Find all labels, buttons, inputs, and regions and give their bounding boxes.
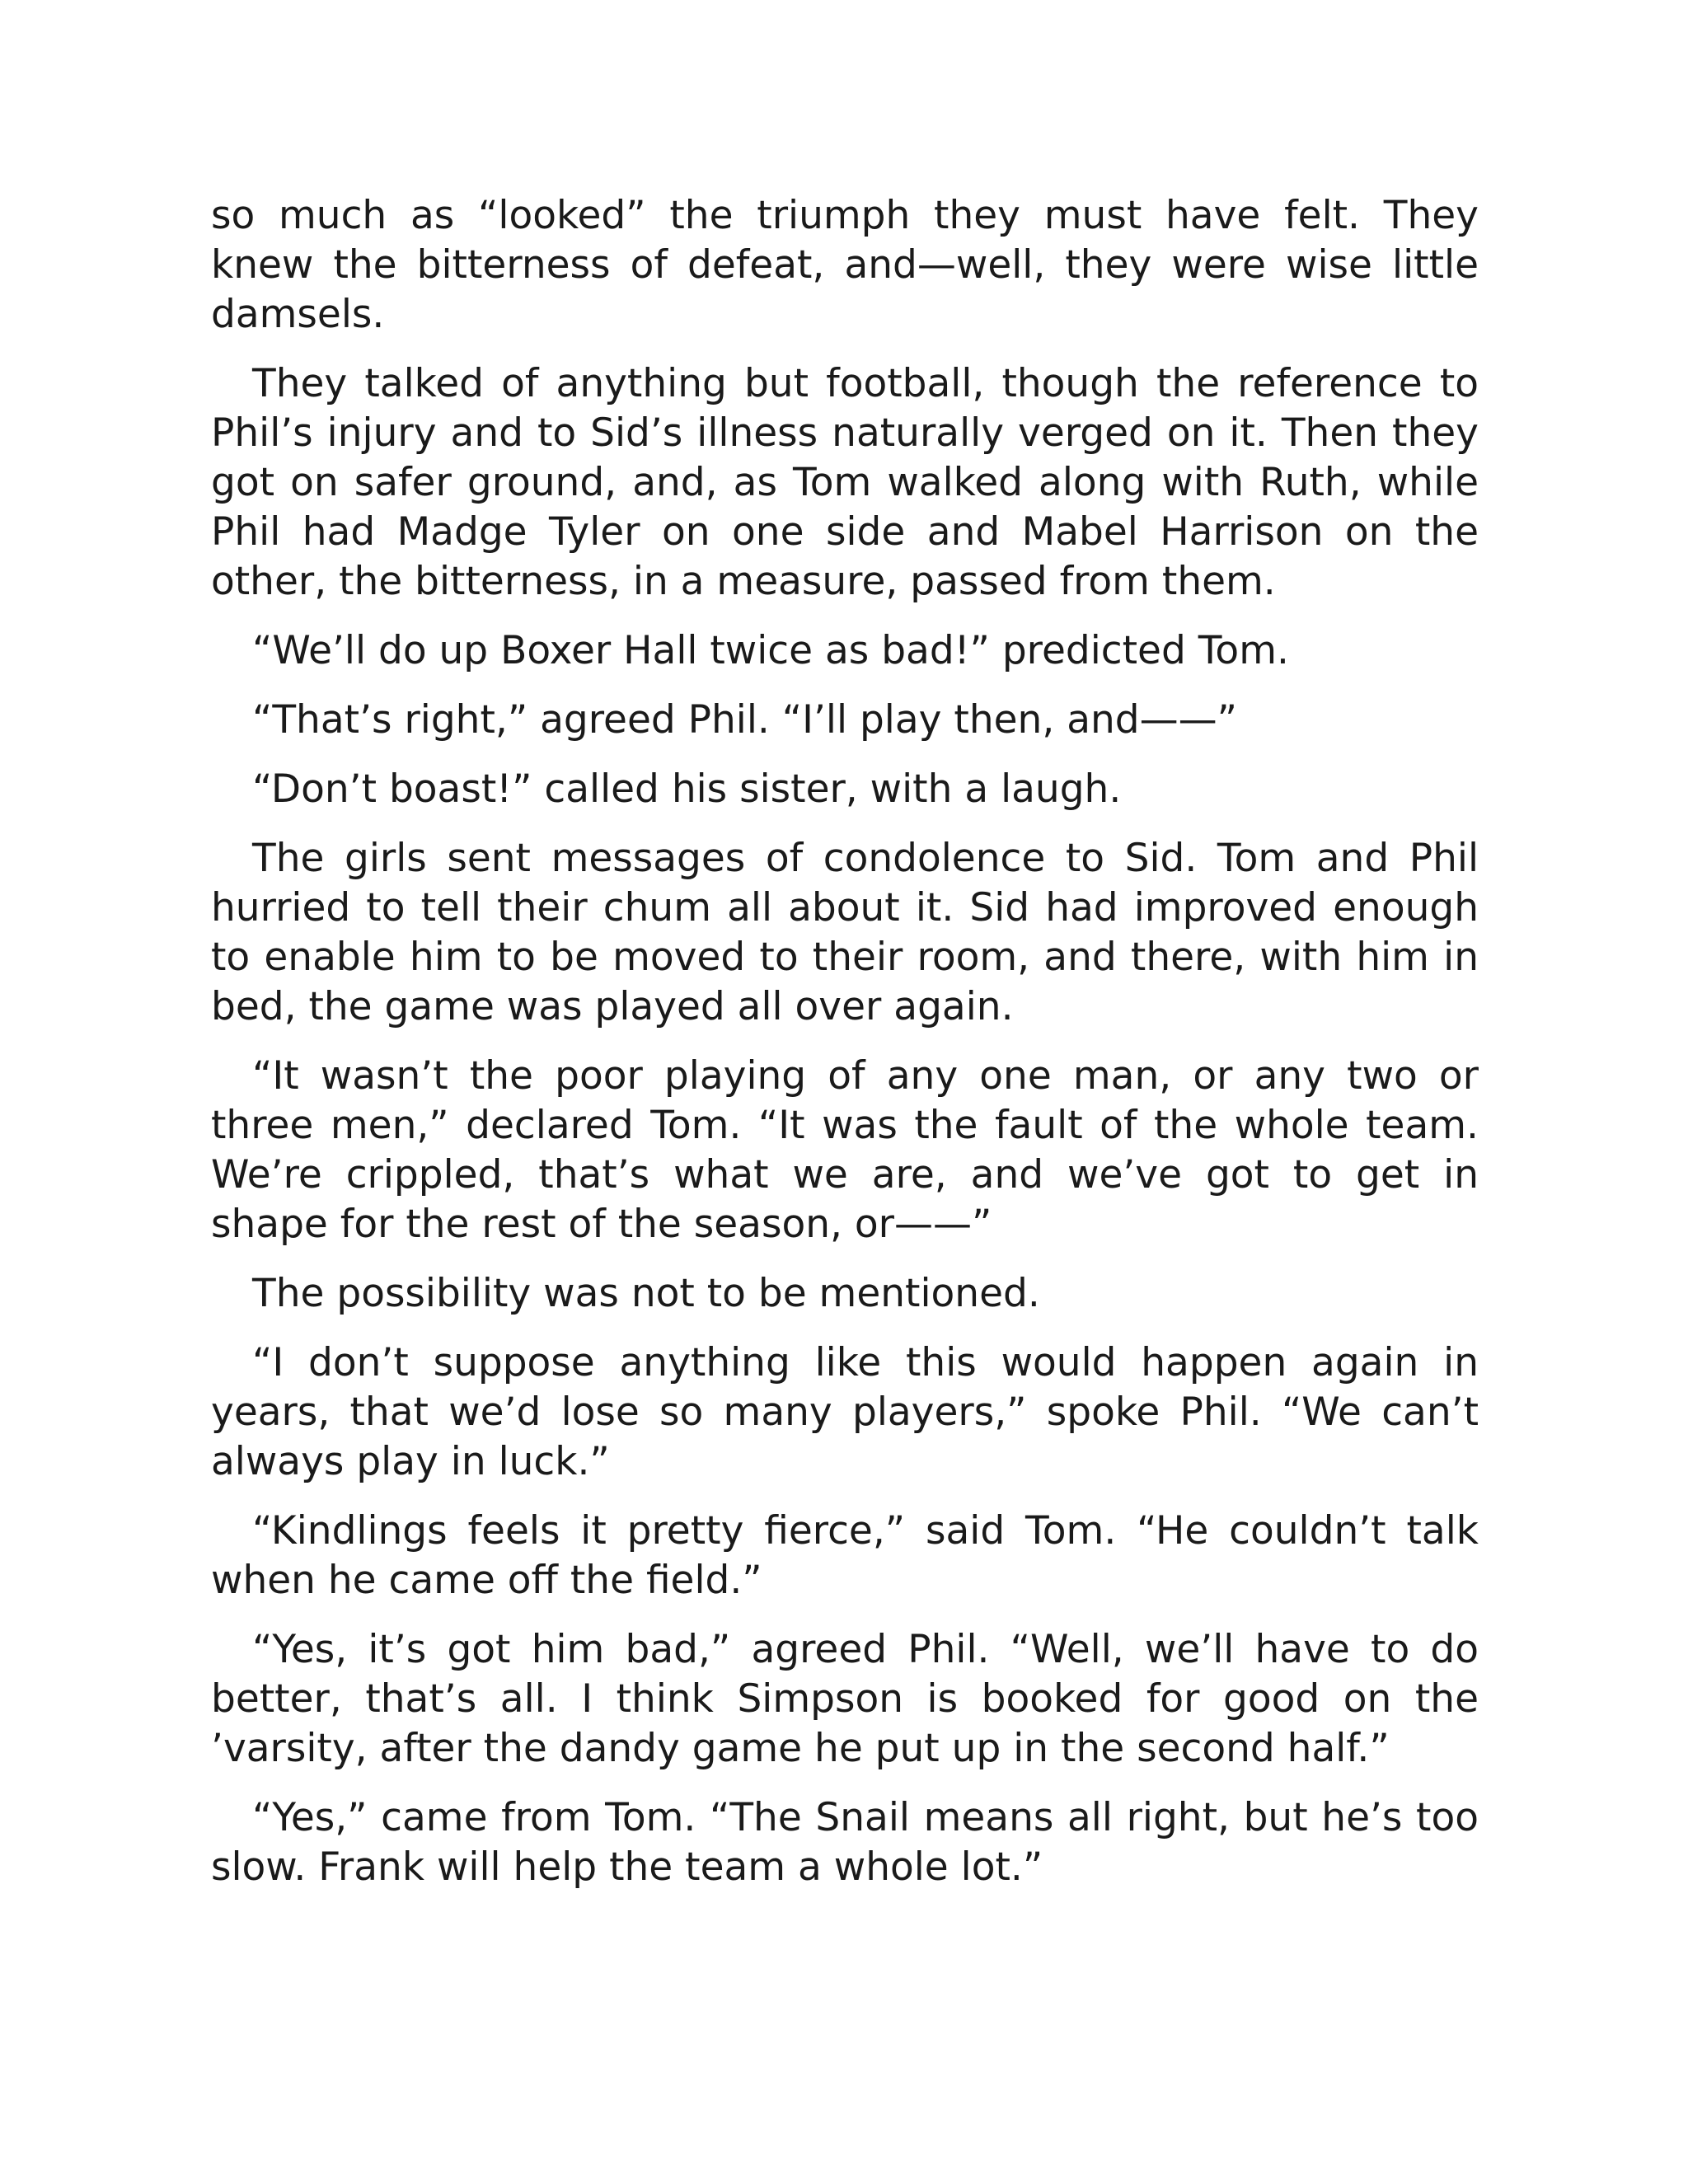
paragraph: “It wasn’t the poor playing of any one man, or any two or three men,” declared Tom. “It was the fault of the whole team. We’re crippled, that’s what we are, and we’ve got to get in shape for the rest of the season, or——” — [211, 1053, 1479, 1247]
paragraph: “Yes, it’s got him bad,” agreed Phil. “Well, we’ll have to do better, that’s all. I think Simpson is booked for good on the ’varsity, after the dandy game he put up in the second half.” — [211, 1627, 1479, 1771]
paragraph: “Kindlings feels it pretty fierce,” said Tom. “He couldn’t talk when he came off the field.” — [211, 1508, 1479, 1603]
paragraph: “We’ll do up Boxer Hall twice as bad!” predicted Tom. — [252, 628, 1289, 673]
paragraph: “I don’t suppose anything like this would happen again in years, that we’d lose so many players,” spoke Phil. “We can’t always play in luck.” — [211, 1340, 1479, 1484]
paragraph: “That’s right,” agreed Phil. “I’ll play then, and——” — [252, 697, 1237, 743]
paragraph: The possibility was not to be mentioned. — [252, 1271, 1040, 1316]
paragraph: “Don’t boast!” called his sister, with a laugh. — [252, 766, 1122, 812]
paragraph: so much as “looked” the triumph they must have felt. They knew the bitterness of defeat, and—well, they were wise little damsels. — [211, 193, 1479, 337]
page-body — [211, 191, 1479, 1912]
paragraph: The girls sent messages of condolence to Sid. Tom and Phil hurried to tell their chum all about it. Sid had improved enough to enable him to be moved to their room, and there, with him in bed, the game was played all over again. — [211, 836, 1479, 1029]
paragraph: They talked of anything but football, though the reference to Phil’s injury and to Sid’s illness naturally verged on it. Then they got on safer ground, and, as Tom walked along with Ruth, while Phil had Madge Tyler on one side and Mabel Harrison on the other, the bitterness, in a measure, passed from them. — [211, 361, 1479, 604]
paragraph: “Yes,” came from Tom. “The Snail means all right, but he’s too slow. Frank will help the team a whole lot.” — [211, 1795, 1479, 1890]
